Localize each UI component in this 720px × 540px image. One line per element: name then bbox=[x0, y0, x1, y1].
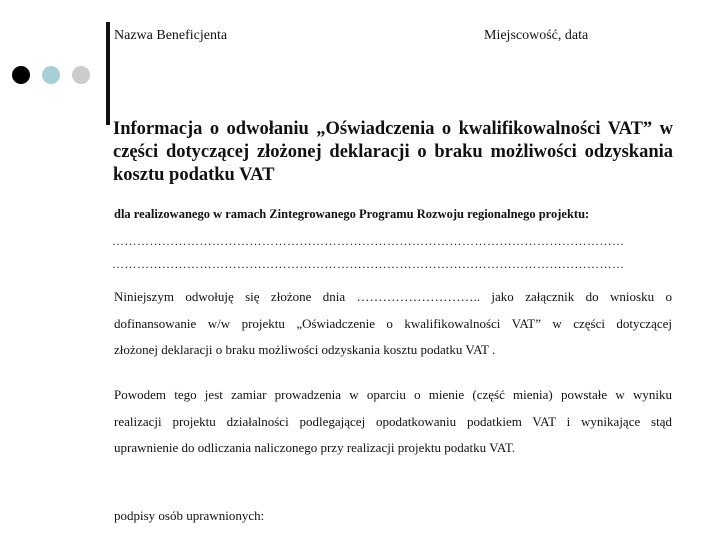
title-line: Informacja o odwołaniu „Oświadczenia o kwalifikowalności VAT” w bbox=[113, 119, 673, 139]
title-line: kosztu podatku VAT bbox=[113, 165, 275, 185]
title-line: części dotyczącej złożonej deklaracji o braku możliwości odzyskania bbox=[113, 142, 673, 162]
paragraph-line: uprawnienie do odliczania naliczonego przy realizacji projektu podatku VAT. bbox=[114, 440, 516, 455]
withdrawal-paragraph bbox=[114, 284, 672, 364]
paragraph-line: realizacji projektu działalności podlegającej opodatkowaniu podatkiem VAT i wynikające stąd bbox=[114, 413, 672, 429]
decor-dot-teal bbox=[42, 66, 60, 84]
paragraph-line: dofinansowanie w/w projektu „Oświadczenie o kwalifikowalności VAT” w części dotyczącej bbox=[114, 315, 672, 331]
decor-dot-black bbox=[12, 66, 30, 84]
place-date-label: Miejscowość, data bbox=[484, 28, 589, 43]
project-name-fill-line: …………………………………………………………………………………………………………… bbox=[112, 234, 625, 248]
project-name-fill-line: …………………………………………………………………………………………………………… bbox=[112, 257, 625, 271]
paragraph-line: Powodem tego jest zamiar prowadzenia w oparciu o mienie (część mienia) powstałe w wyniku bbox=[114, 387, 672, 402]
document-title bbox=[113, 118, 673, 187]
beneficiary-name-label: Nazwa Beneficjenta bbox=[114, 28, 228, 43]
paragraph-line: złożonej deklaracji o braku możliwości odzyskania kosztu podatku VAT . bbox=[114, 342, 496, 357]
vertical-accent-bar bbox=[106, 22, 110, 125]
paragraph-line: Niniejszym odwołuję się złożone dnia ……………………….. jako załącznik do wniosku o bbox=[114, 289, 672, 304]
project-subtitle: dla realizowanego w ramach Zintegrowanego Programu Rozwoju regionalnego projektu: bbox=[114, 207, 590, 221]
reason-paragraph bbox=[114, 382, 672, 462]
signatures-label: podpisy osób uprawnionych: bbox=[114, 508, 265, 523]
decor-dot-gray bbox=[72, 66, 90, 84]
